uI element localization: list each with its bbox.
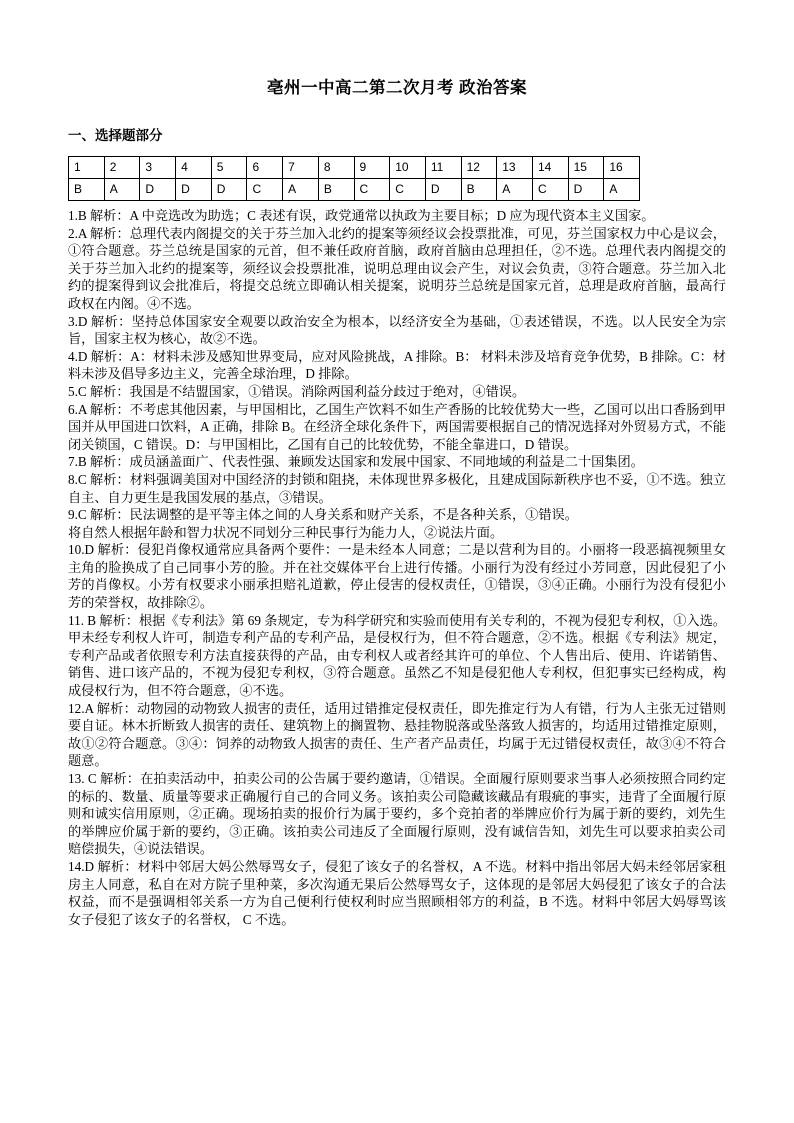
explanation-paragraph: 13. C 解析：在拍卖活动中，拍卖公司的公告属于要约邀请，①错误。全面履行原则要求当事人必须按照合同约定的标的、数量、质量等要求正确履行自己的合同义务。该拍卖公司隐藏该藏品有瑕疵的事实，违背了全面履行原则和诚实信用原则，②正确。现场拍卖的报价行为属于要约，多个竞拍者的举牌应价行为属于新的要约，刘先生的举牌应价属于新的要约，③正确。该拍卖公司违反了全面履行原则，没有诚信告知，刘先生可以要求拍卖公司赔偿损失，④说法错误。	[68, 771, 726, 857]
question-number-cell: 15	[568, 157, 604, 179]
question-number-cell: 12	[461, 157, 497, 179]
answer-cell: B	[461, 179, 497, 201]
answer-cell: C	[532, 179, 568, 201]
question-number-cell: 8	[318, 157, 354, 179]
explanation-paragraph: 9.C 解析：民法调整的是平等主体之间的人身关系和财产关系，不是各种关系，①错误。	[68, 507, 578, 523]
answer-cell: D	[568, 179, 604, 201]
answer-cell: D	[140, 179, 176, 201]
answer-key-table	[68, 156, 640, 201]
question-number-cell: 2	[104, 157, 140, 179]
explanation-paragraph: 10.D 解析：侵犯肖像权通常应具备两个要件：一是未经本人同意；二是以营利为目的。小丽将一段恶搞视频里女主角的脸换成了自己同事小芳的脸。并在社交媒体平台上进行传播。小丽行为没有经过小芳同意，因此侵犯了小芳的肖像权。小芳有权要求小丽承担赔礼道歉，停止侵害的侵权责任，①错误，③④正确。小丽行为没有侵犯小芳的荣誉权，故排除②。	[68, 542, 726, 611]
question-number-cell: 10	[390, 157, 426, 179]
question-number-cell: 14	[532, 157, 568, 179]
answer-cell: D	[211, 179, 247, 201]
question-number-cell: 13	[497, 157, 533, 179]
table-row-answers	[69, 179, 640, 201]
explanation-paragraph: 2.A 解析：总理代表内阁提交的关于芬兰加入北约的提案等须经议会投票批准，可见，芬兰国家权力中心是议会，①符合题意。芬兰总统是国家的元首，但不兼任政府首脑，政府首脑由总理担任，②不选。总理代表内阁提交的关于芬兰加入北约的提案等，须经议会投票批准，说明总理由议会产生，对议会负责，③符合题意。芬兰加入北约的提案得到议会批准后，将提交总统立即确认相关提案，说明芬兰总统是国家元首，总理是政府首脑，最高行政权在内阁。④不选。	[68, 225, 726, 311]
explanation-paragraph: 8.C 解析：材料强调美国对中国经济的封锁和阻挠，未体现世界多极化，且建成国际新秩序也不妥，①不选。独立自主、自力更生是我国发展的基点，③错误。	[68, 471, 726, 505]
question-number-cell: 4	[176, 157, 212, 179]
answer-cell: A	[604, 179, 640, 201]
explanation-paragraph: 3.D 解析：坚持总体国家安全观要以政治安全为根本，以经济安全为基础，①表述错误，不选。以人民安全为宗旨，国家主权为核心，故②不选。	[68, 313, 726, 347]
section-heading: 一、选择题部分	[68, 128, 163, 143]
table-row-question-numbers	[69, 157, 640, 179]
answer-cell: A	[497, 179, 533, 201]
answer-cell: B	[69, 179, 105, 201]
question-number-cell: 5	[211, 157, 247, 179]
page-title: 亳州一中高二第二次月考 政治答案	[266, 79, 528, 97]
answer-cell: A	[283, 179, 319, 201]
question-number-cell: 11	[425, 157, 461, 179]
question-number-cell: 7	[283, 157, 319, 179]
answer-cell: B	[318, 179, 354, 201]
explanation-paragraph: 7.B 解析：成员涵盖面广、代表性强、兼顾发达国家和发展中国家、不同地域的利益是二十国集团。	[68, 454, 644, 470]
question-number-cell: 1	[69, 157, 105, 179]
explanation-paragraph: 将自然人根据年龄和智力状况不同划分三种民事行为能力人，②说法片面。	[68, 524, 504, 540]
answer-cell: D	[176, 179, 212, 201]
explanations-body	[68, 207, 726, 928]
explanation-paragraph: 6.A 解析：不考虑其他因素，与甲国相比，乙国生产饮料不如生产香肠的比较优势大一些，乙国可以出口香肠到甲国并从甲国进口饮料，A 正确，排除 B。在经济全球化条件下，两国需要根据自己的情况选择对外贸易方式，不能闭关锁国，C 错误。D：与甲国相比，乙国有自己的比较优势，不能全靠进口，D 错误。	[68, 401, 726, 452]
answer-cell: C	[354, 179, 390, 201]
explanation-paragraph: 1.B 解析：A 中竞选改为助选；C 表述有误，政党通常以执政为主要目标；D 应为现代资本主义国家。	[68, 208, 655, 223]
question-number-cell: 3	[140, 157, 176, 179]
answer-cell: D	[425, 179, 461, 201]
explanation-paragraph: 14.D 解析：材料中邻居大妈公然辱骂女子，侵犯了该女子的名誉权，A 不选。材料中指出邻居大妈未经邻居家租房主人同意，私自在对方院子里种菜，多次沟通无果后公然辱骂女子，这体现的是邻居大妈侵犯了该女子的合法权益，而不是强调相邻关系一方为自己便利行使权利时应当照顾相邻方的利益，B 不选。材料中邻居大妈辱骂该女子侵犯了该女子的名誉权， C 不选。	[68, 858, 726, 927]
question-number-cell: 9	[354, 157, 390, 179]
explanation-paragraph: 5.C 解析：我国是不结盟国家，①错误。消除两国利益分歧过于绝对，④错误。	[68, 383, 526, 399]
explanation-paragraph: 4.D 解析：A：材料未涉及感知世界变局，应对风险挑战，A 排除。B： 材料未涉及培育竞争优势，B 排除。C：材料未涉及倡导多边主义，完善全球治理，D 排除。	[68, 348, 726, 382]
explanation-paragraph: 11. B 解析：根据《专利法》第 69 条规定，专为科学研究和实验而使用有关专利的，不视为侵犯专利权，①入选。 甲未经专利权人许可，制造专利产品的专利产品，是侵权行为，但不符合题意，②不选。根据《专利法》规定，专利产品或者依照专利方法直接获得的产品，由专利权人或者经其许可的单位、个人售出后、使用、许诺销售、销售、进口该产品的，不视为侵犯专利权，③符合题意。虽然乙不知是侵犯他人专利权，但犯事实已经构成，构成侵权行为，但不符合题意，④不选。	[68, 612, 726, 699]
question-number-cell: 6	[247, 157, 283, 179]
answer-cell: C	[247, 179, 283, 201]
answer-cell: A	[104, 179, 140, 201]
answer-cell: C	[390, 179, 426, 201]
explanation-paragraph: 12.A 解析：动物园的动物致人损害的责任，适用过错推定侵权责任，即先推定行为人有错，行为人主张无过错则要自证。林木折断致人损害的责任、建筑物上的搁置物、悬挂物脱落或坠落致人损害的，均适用过错推定原则，故①②符合题意。③④：饲养的动物致人损害的责任、生产者产品责任，均属于无过错侵权责任，故③④不符合题意。	[68, 700, 726, 769]
question-number-cell: 16	[604, 157, 640, 179]
